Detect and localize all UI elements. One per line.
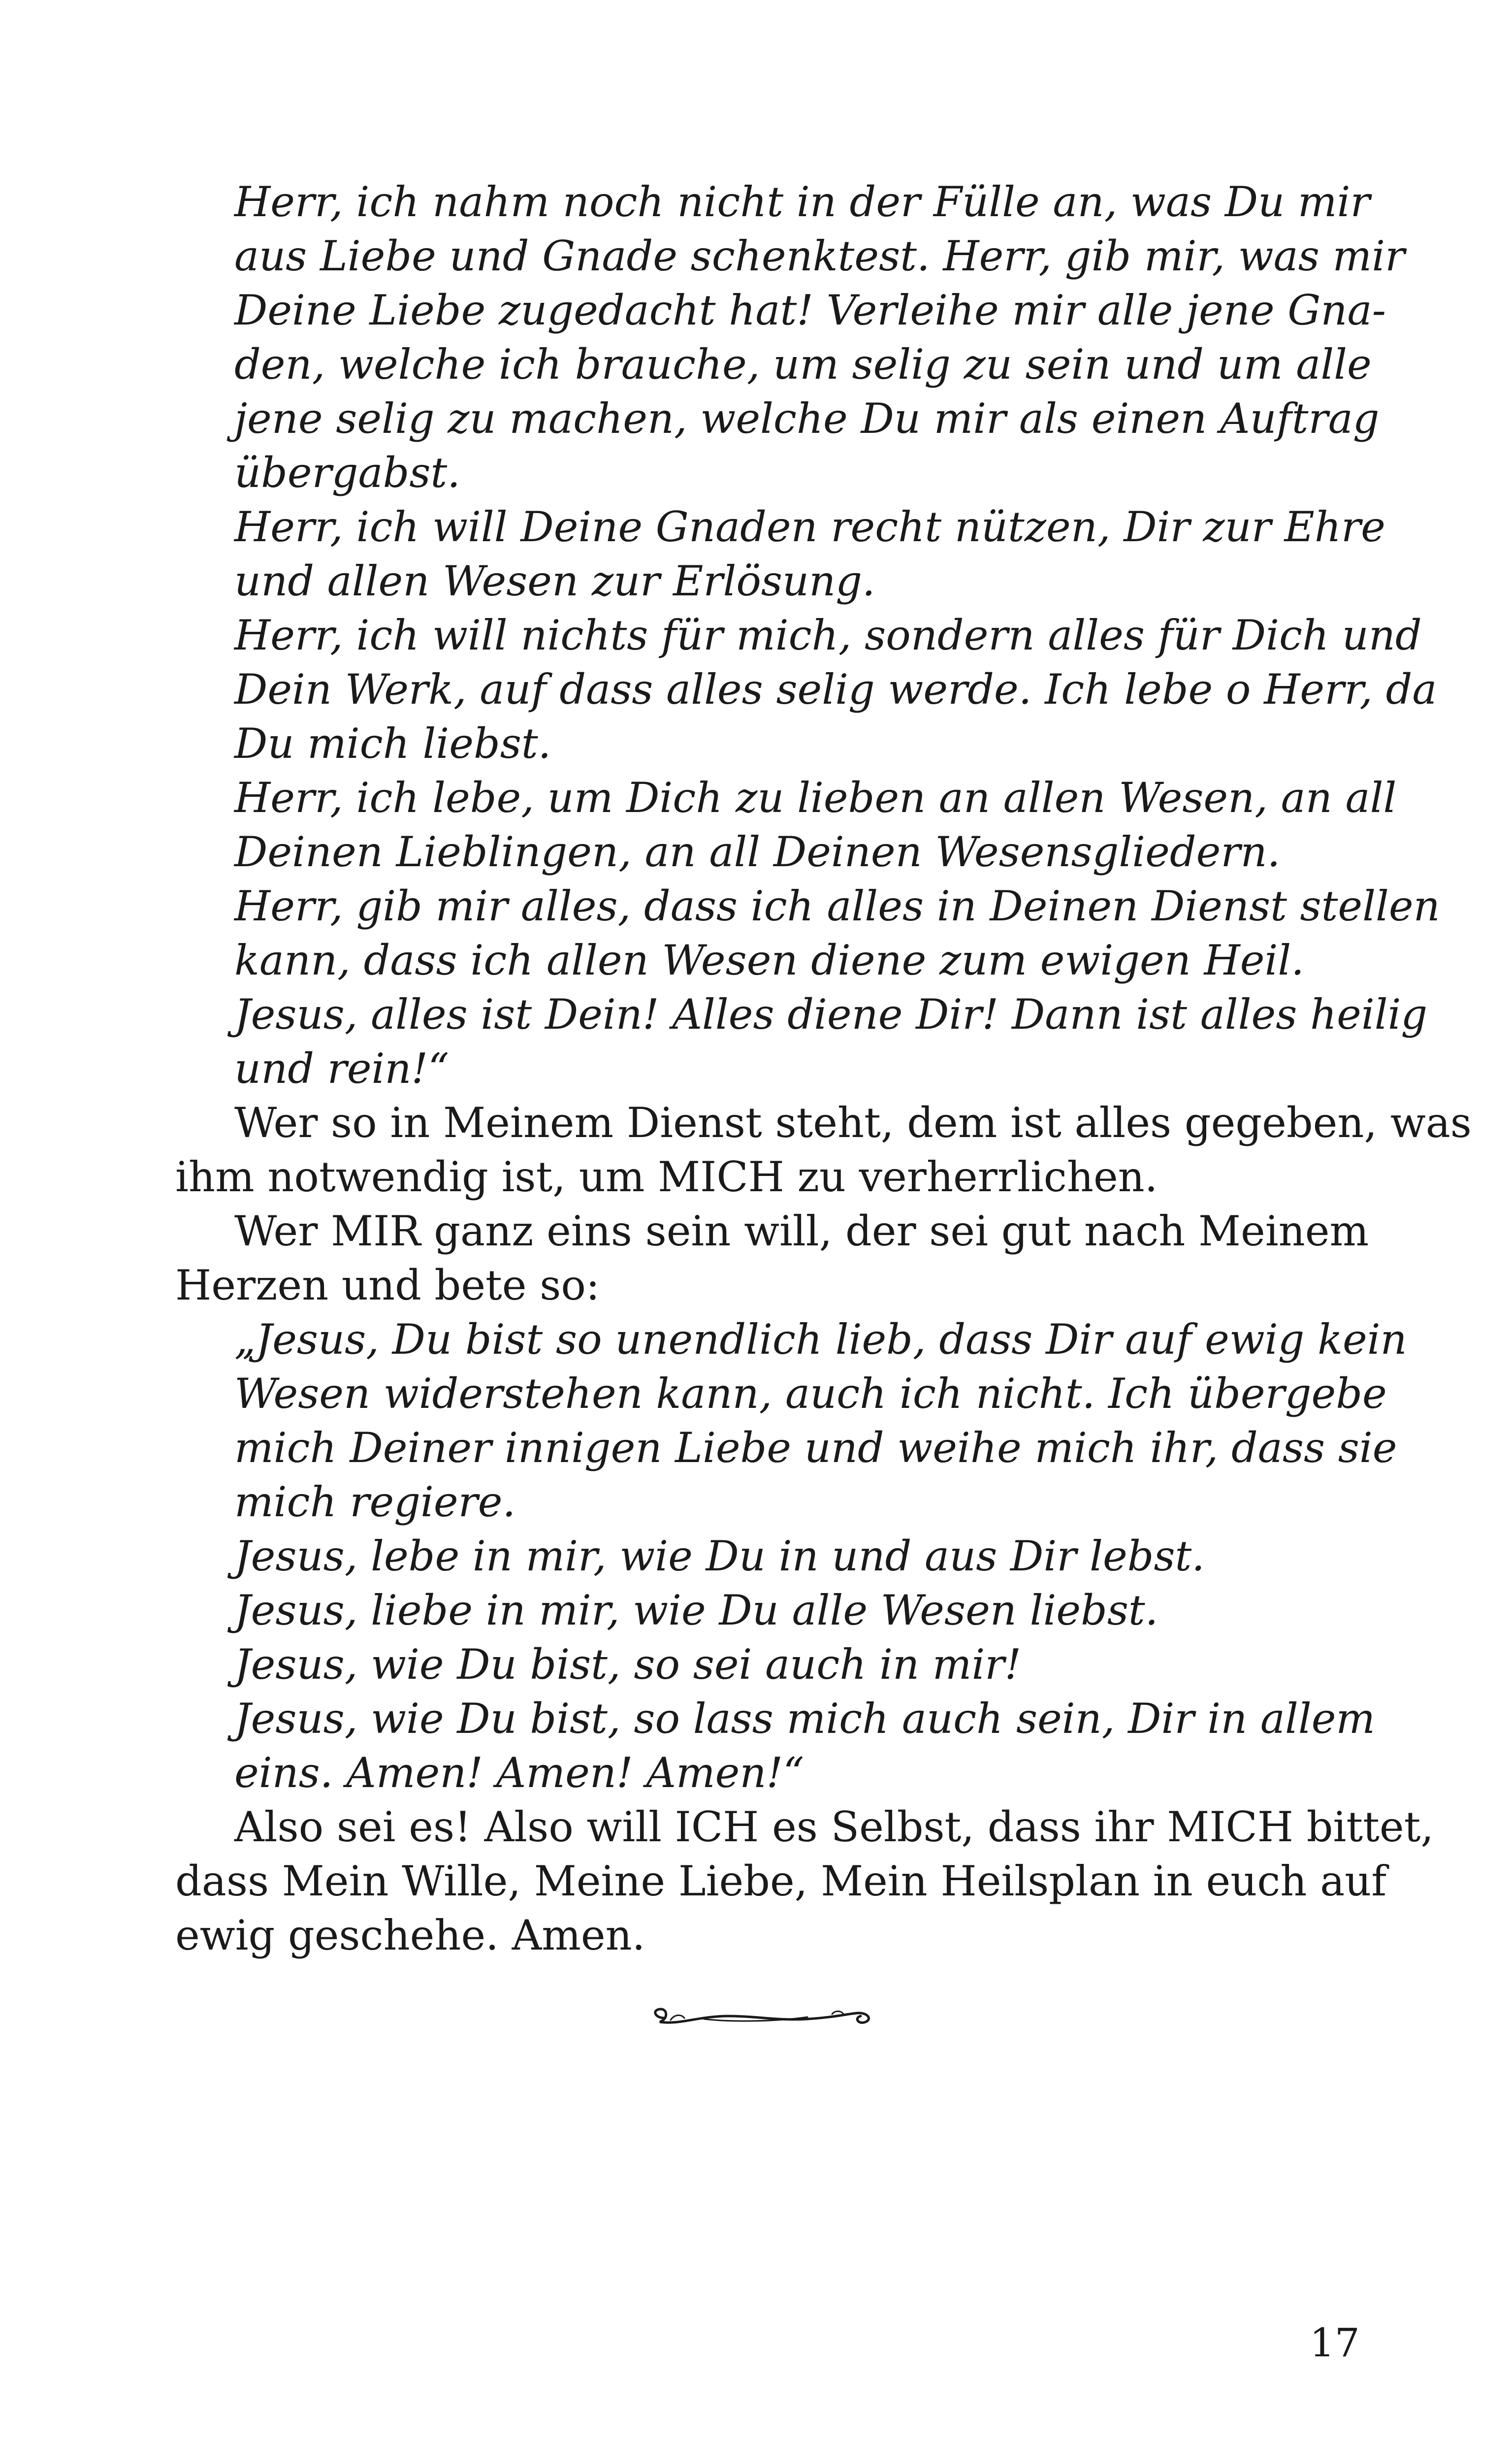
text-line: Jesus, alles ist Dein! Alles diene Dir! Dann ist alles heilig bbox=[234, 990, 1428, 1039]
text-line: Wer so in Meinem Dienst steht, dem ist alles gegeben, was bbox=[234, 1099, 1472, 1147]
text-line: den, welche ich brauche, um selig zu sein und um alle bbox=[234, 340, 1372, 389]
text-line: Herr, ich nahm noch nicht in der Fülle an, was Du mir bbox=[234, 178, 1370, 226]
text-line: Herr, gib mir alles, dass ich alles in Deinen Dienst stellen bbox=[234, 882, 1440, 930]
text-line: Deinen Lieblingen, an all Deinen Wesensgliedern. bbox=[234, 828, 1281, 876]
flourish-ornament-icon bbox=[645, 1999, 881, 2034]
text-line: Dein Werk, auf dass alles selig werde. Ich lebe o Herr, da bbox=[234, 665, 1437, 714]
text-line: mich regiere. bbox=[234, 1478, 516, 1526]
text-line: ihm notwendig ist, um MICH zu verherrlichen. bbox=[175, 1153, 1158, 1201]
text-line: aus Liebe und Gnade schenktest. Herr, gib mir, was mir bbox=[234, 232, 1405, 280]
text-line: Jesus, wie Du bist, so lass mich auch sein, Dir in allem bbox=[234, 1694, 1376, 1743]
text-line: Jesus, lebe in mir, wie Du in und aus Dir lebst. bbox=[234, 1532, 1205, 1580]
text-line: Jesus, liebe in mir, wie Du alle Wesen liebst. bbox=[234, 1586, 1158, 1634]
text-line: Also sei es! Also will ICH es Selbst, dass ihr MICH bittet, bbox=[234, 1803, 1434, 1851]
text-line: Wer MIR ganz eins sein will, der sei gut nach Meinem bbox=[234, 1207, 1369, 1255]
text-line: Herr, ich will Deine Gnaden recht nützen, Dir zur Ehre bbox=[234, 503, 1385, 551]
text-line: Herzen und bete so: bbox=[175, 1261, 600, 1309]
text-line: Herr, ich will nichts für mich, sondern alles für Dich und bbox=[234, 611, 1422, 659]
text-line: eins. Amen! Amen! Amen!“ bbox=[234, 1749, 804, 1797]
text-line: Deine Liebe zugedacht hat! Verleihe mir alle jene Gna- bbox=[234, 286, 1386, 334]
text-line: mich Deiner innigen Liebe und weihe mich ihr, dass sie bbox=[234, 1424, 1397, 1472]
text-line: Herr, ich lebe, um Dich zu lieben an allen Wesen, an all bbox=[234, 774, 1397, 822]
text-line: ewig geschehe. Amen. bbox=[175, 1911, 645, 1959]
text-line: und allen Wesen zur Erlösung. bbox=[234, 557, 875, 605]
text-line: und rein!“ bbox=[234, 1044, 450, 1093]
page-number: 17 bbox=[1310, 2320, 1360, 2366]
text-line: Wesen widerstehen kann, auch ich nicht. Ich übergebe bbox=[234, 1369, 1387, 1418]
text-line: „Jesus, Du bist so unendlich lieb, dass Dir auf ewig kein bbox=[234, 1315, 1407, 1364]
text-line: jene selig zu machen, welche Du mir als einen Auftrag bbox=[234, 394, 1380, 443]
text-line: Du mich liebst. bbox=[234, 719, 551, 768]
text-line: dass Mein Wille, Meine Liebe, Mein Heilsplan in euch auf bbox=[175, 1857, 1387, 1905]
text-line: Jesus, wie Du bist, so sei auch in mir! bbox=[234, 1640, 1022, 1689]
text-line: übergabst. bbox=[234, 449, 460, 497]
text-line: kann, dass ich allen Wesen diene zum ewigen Heil. bbox=[234, 936, 1304, 984]
